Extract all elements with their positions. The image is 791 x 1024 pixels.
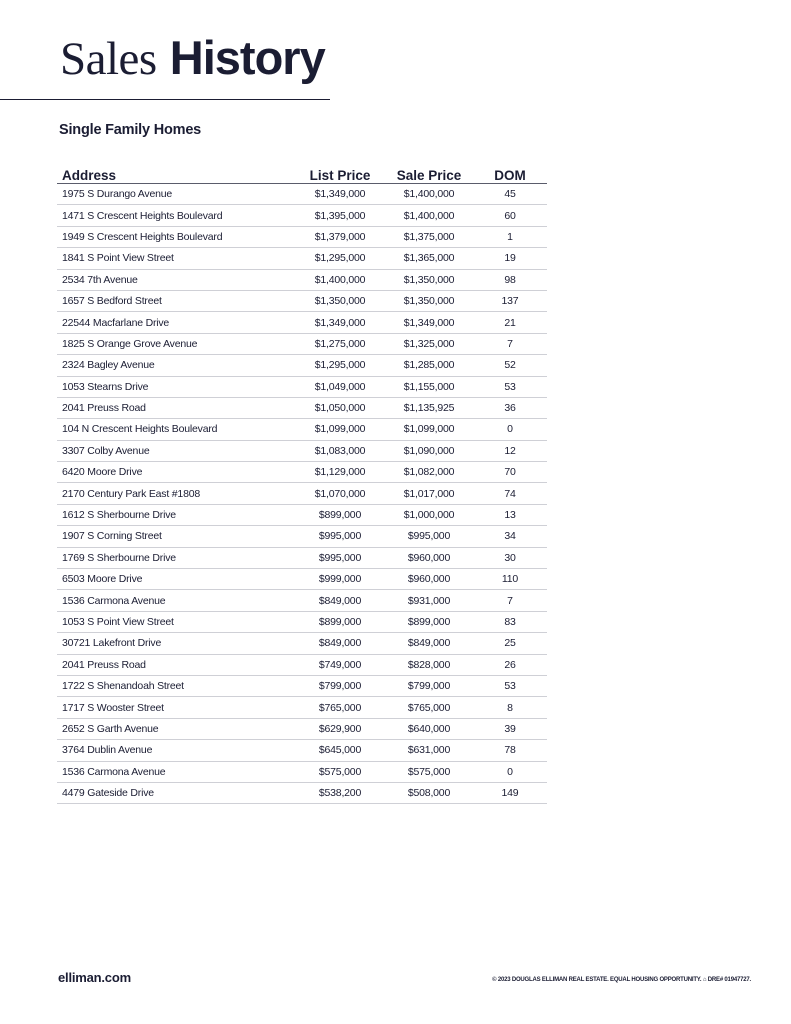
cell-sale-price: $575,000 xyxy=(385,761,473,782)
cell-dom: 34 xyxy=(473,526,547,547)
cell-dom: 1 xyxy=(473,226,547,247)
cell-sale-price: $1,099,000 xyxy=(385,419,473,440)
cell-address: 6503 Moore Drive xyxy=(57,569,295,590)
cell-address: 1825 S Orange Grove Avenue xyxy=(57,333,295,354)
cell-address: 104 N Crescent Heights Boulevard xyxy=(57,419,295,440)
cell-sale-price: $1,350,000 xyxy=(385,290,473,311)
cell-sale-price: $1,017,000 xyxy=(385,483,473,504)
cell-sale-price: $1,349,000 xyxy=(385,312,473,333)
cell-list-price: $749,000 xyxy=(295,654,385,675)
cell-list-price: $995,000 xyxy=(295,526,385,547)
table-row xyxy=(57,761,547,782)
cell-address: 3307 Colby Avenue xyxy=(57,440,295,461)
table-row xyxy=(57,526,547,547)
cell-sale-price: $1,082,000 xyxy=(385,462,473,483)
cell-address: 2041 Preuss Road xyxy=(57,397,295,418)
cell-address: 1053 Stearns Drive xyxy=(57,376,295,397)
cell-list-price: $645,000 xyxy=(295,740,385,761)
table-row xyxy=(57,248,547,269)
table-row xyxy=(57,697,547,718)
table-row xyxy=(57,290,547,311)
cell-address: 1769 S Sherbourne Drive xyxy=(57,547,295,568)
cell-list-price: $1,070,000 xyxy=(295,483,385,504)
table-row xyxy=(57,376,547,397)
cell-sale-price: $828,000 xyxy=(385,654,473,675)
table-row xyxy=(57,333,547,354)
table-row xyxy=(57,547,547,568)
cell-dom: 8 xyxy=(473,697,547,718)
cell-list-price: $1,050,000 xyxy=(295,397,385,418)
cell-dom: 53 xyxy=(473,675,547,696)
cell-sale-price: $960,000 xyxy=(385,569,473,590)
cell-list-price: $1,349,000 xyxy=(295,184,385,205)
cell-dom: 21 xyxy=(473,312,547,333)
cell-list-price: $538,200 xyxy=(295,782,385,803)
page-title xyxy=(60,30,325,87)
column-header-list-price: List Price xyxy=(295,163,385,184)
cell-list-price: $1,083,000 xyxy=(295,440,385,461)
cell-list-price: $1,275,000 xyxy=(295,333,385,354)
cell-sale-price: $1,285,000 xyxy=(385,355,473,376)
cell-address: 1471 S Crescent Heights Boulevard xyxy=(57,205,295,226)
cell-list-price: $849,000 xyxy=(295,633,385,654)
cell-address: 1053 S Point View Street xyxy=(57,611,295,632)
cell-dom: 74 xyxy=(473,483,547,504)
table-row xyxy=(57,633,547,654)
cell-sale-price: $508,000 xyxy=(385,782,473,803)
cell-dom: 0 xyxy=(473,761,547,782)
cell-list-price: $1,099,000 xyxy=(295,419,385,440)
page-title-light: Sales xyxy=(60,33,157,85)
cell-list-price: $1,295,000 xyxy=(295,248,385,269)
cell-list-price: $899,000 xyxy=(295,611,385,632)
table-row xyxy=(57,355,547,376)
cell-dom: 52 xyxy=(473,355,547,376)
section-subtitle: Single Family Homes xyxy=(59,122,202,138)
cell-list-price: $765,000 xyxy=(295,697,385,718)
column-header-sale-price: Sale Price xyxy=(385,163,473,184)
cell-sale-price: $1,400,000 xyxy=(385,184,473,205)
cell-list-price: $1,349,000 xyxy=(295,312,385,333)
cell-address: 2534 7th Avenue xyxy=(57,269,295,290)
cell-sale-price: $849,000 xyxy=(385,633,473,654)
cell-dom: 137 xyxy=(473,290,547,311)
column-header-dom: DOM xyxy=(473,163,547,184)
table-row xyxy=(57,184,547,205)
cell-dom: 83 xyxy=(473,611,547,632)
cell-list-price: $1,295,000 xyxy=(295,355,385,376)
cell-dom: 36 xyxy=(473,397,547,418)
cell-sale-price: $1,325,000 xyxy=(385,333,473,354)
table-row xyxy=(57,611,547,632)
cell-sale-price: $995,000 xyxy=(385,526,473,547)
table-row xyxy=(57,312,547,333)
cell-address: 1657 S Bedford Street xyxy=(57,290,295,311)
cell-dom: 149 xyxy=(473,782,547,803)
table-row xyxy=(57,483,547,504)
cell-address: 2170 Century Park East #1808 xyxy=(57,483,295,504)
cell-sale-price: $799,000 xyxy=(385,675,473,696)
cell-address: 1975 S Durango Avenue xyxy=(57,184,295,205)
cell-sale-price: $899,000 xyxy=(385,611,473,632)
cell-list-price: $1,129,000 xyxy=(295,462,385,483)
cell-address: 2041 Preuss Road xyxy=(57,654,295,675)
cell-address: 1949 S Crescent Heights Boulevard xyxy=(57,226,295,247)
cell-sale-price: $1,135,925 xyxy=(385,397,473,418)
cell-dom: 60 xyxy=(473,205,547,226)
cell-address: 30721 Lakefront Drive xyxy=(57,633,295,654)
cell-address: 1612 S Sherbourne Drive xyxy=(57,504,295,525)
cell-dom: 7 xyxy=(473,590,547,611)
page-title-bold: History xyxy=(169,31,325,84)
cell-sale-price: $931,000 xyxy=(385,590,473,611)
table-row xyxy=(57,226,547,247)
cell-address: 1722 S Shenandoah Street xyxy=(57,675,295,696)
table-row xyxy=(57,740,547,761)
cell-address: 1841 S Point View Street xyxy=(57,248,295,269)
cell-address: 3764 Dublin Avenue xyxy=(57,740,295,761)
cell-dom: 110 xyxy=(473,569,547,590)
cell-dom: 7 xyxy=(473,333,547,354)
table-row xyxy=(57,205,547,226)
cell-dom: 70 xyxy=(473,462,547,483)
cell-address: 2324 Bagley Avenue xyxy=(57,355,295,376)
cell-list-price: $1,379,000 xyxy=(295,226,385,247)
cell-sale-price: $640,000 xyxy=(385,718,473,739)
cell-address: 2652 S Garth Avenue xyxy=(57,718,295,739)
footer-legal: © 2023 DOUGLAS ELLIMAN REAL ESTATE. EQUAL HOUSING OPPORTUNITY. ⌂ DRE# 01947727. xyxy=(492,977,751,983)
cell-address: 1907 S Corning Street xyxy=(57,526,295,547)
title-divider xyxy=(0,99,330,100)
cell-dom: 19 xyxy=(473,248,547,269)
cell-address: 22544 Macfarlane Drive xyxy=(57,312,295,333)
cell-dom: 0 xyxy=(473,419,547,440)
cell-dom: 13 xyxy=(473,504,547,525)
table-row xyxy=(57,462,547,483)
table-row xyxy=(57,269,547,290)
table-header-row xyxy=(57,163,547,184)
cell-list-price: $1,350,000 xyxy=(295,290,385,311)
cell-sale-price: $960,000 xyxy=(385,547,473,568)
sales-table-body xyxy=(57,184,547,804)
cell-dom: 25 xyxy=(473,633,547,654)
cell-sale-price: $1,375,000 xyxy=(385,226,473,247)
table-row xyxy=(57,440,547,461)
table-row xyxy=(57,397,547,418)
cell-sale-price: $765,000 xyxy=(385,697,473,718)
table-row xyxy=(57,718,547,739)
cell-address: 1717 S Wooster Street xyxy=(57,697,295,718)
cell-list-price: $1,400,000 xyxy=(295,269,385,290)
cell-list-price: $1,049,000 xyxy=(295,376,385,397)
cell-sale-price: $631,000 xyxy=(385,740,473,761)
cell-sale-price: $1,155,000 xyxy=(385,376,473,397)
cell-dom: 78 xyxy=(473,740,547,761)
table-row xyxy=(57,569,547,590)
cell-dom: 39 xyxy=(473,718,547,739)
cell-address: 4479 Gateside Drive xyxy=(57,782,295,803)
cell-list-price: $575,000 xyxy=(295,761,385,782)
column-header-address: Address xyxy=(57,163,295,184)
cell-list-price: $999,000 xyxy=(295,569,385,590)
cell-list-price: $629,900 xyxy=(295,718,385,739)
cell-sale-price: $1,090,000 xyxy=(385,440,473,461)
cell-dom: 53 xyxy=(473,376,547,397)
cell-dom: 45 xyxy=(473,184,547,205)
footer-website[interactable]: elliman.com xyxy=(58,970,131,985)
table-row xyxy=(57,419,547,440)
table-row xyxy=(57,782,547,803)
cell-sale-price: $1,000,000 xyxy=(385,504,473,525)
cell-list-price: $799,000 xyxy=(295,675,385,696)
cell-dom: 26 xyxy=(473,654,547,675)
cell-address: 6420 Moore Drive xyxy=(57,462,295,483)
cell-list-price: $849,000 xyxy=(295,590,385,611)
cell-address: 1536 Carmona Avenue xyxy=(57,590,295,611)
cell-address: 1536 Carmona Avenue xyxy=(57,761,295,782)
cell-list-price: $1,395,000 xyxy=(295,205,385,226)
table-row xyxy=(57,504,547,525)
table-row xyxy=(57,654,547,675)
cell-sale-price: $1,365,000 xyxy=(385,248,473,269)
table-row xyxy=(57,590,547,611)
cell-list-price: $995,000 xyxy=(295,547,385,568)
table-row xyxy=(57,675,547,696)
cell-list-price: $899,000 xyxy=(295,504,385,525)
cell-sale-price: $1,350,000 xyxy=(385,269,473,290)
cell-sale-price: $1,400,000 xyxy=(385,205,473,226)
sales-table xyxy=(57,163,547,804)
cell-dom: 12 xyxy=(473,440,547,461)
cell-dom: 30 xyxy=(473,547,547,568)
cell-dom: 98 xyxy=(473,269,547,290)
